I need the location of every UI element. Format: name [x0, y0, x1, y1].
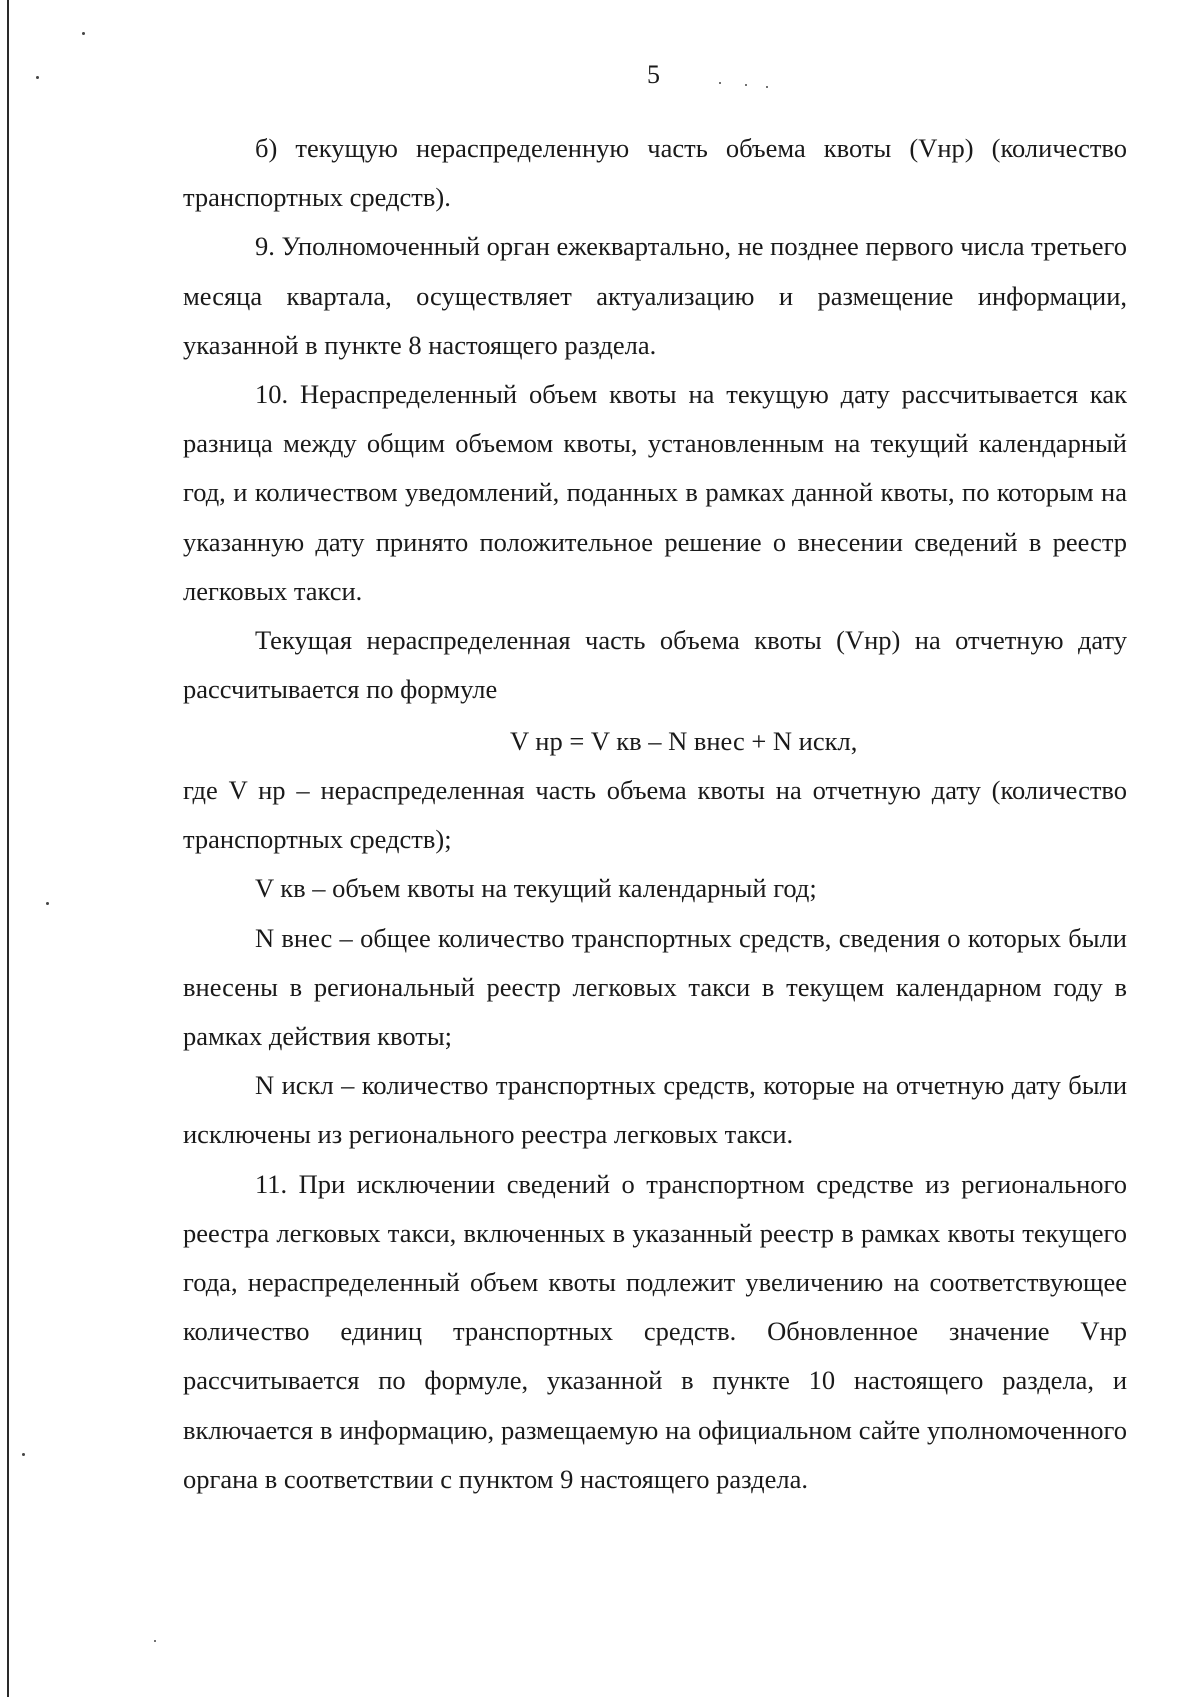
definition-v-kv: V кв – объем квоты на текущий календарный год;	[255, 873, 817, 904]
definition-n-iskl: N искл – количество транспортных средств, которые на отчетную дату были исключены из регионального реестра легковых такси.	[183, 1070, 1127, 1150]
formula-block	[183, 717, 1127, 766]
paragraph-11: 11. При исключении сведений о транспортном средстве из регионального реестра легковых такси, включенных в указанный реестр в рамках квоты текущего года, нераспределенный объем квоты подлежит увеличению на соответствующее количество единиц транспортных средств. Обновленное значение Vнр рассчитывается по формуле, указанной в пункте 10 настоящего раздела, и включается в информацию, размещаемую на официальном сайте уполномоченного органа в соответствии с пунктом 9 настоящего раздела.	[183, 1168, 1127, 1494]
scan-speck	[82, 32, 85, 35]
page-number: 5	[647, 60, 660, 89]
paragraph-current-share: Текущая нераспределенная часть объема квоты (Vнр) на отчетную дату рассчитывается по формуле	[183, 625, 1127, 705]
scan-speck	[766, 86, 768, 88]
text-block-definitions	[183, 766, 1127, 1504]
scan-speck	[719, 82, 721, 84]
scan-speck	[46, 902, 49, 905]
scan-speck	[745, 84, 747, 86]
text-block-main	[183, 124, 1127, 714]
paragraph-9: 9. Уполномоченный орган ежеквартально, не позднее первого числа третьего месяца квартала, осуществляет актуализацию и размещение информации, указанной в пункте 8 настоящего раздела.	[183, 231, 1127, 360]
formula: V нр = V кв – N внес + N искл,	[510, 726, 858, 756]
scan-speck	[154, 1640, 156, 1642]
scan-speck	[36, 76, 39, 79]
definition-v-nr: где V нр – нераспределенная часть объема квоты на отчетную дату (количество транспортных средств);	[183, 775, 1127, 855]
definition-n-vnes: N внес – общее количество транспортных средств, сведения о которых были внесены в региональный реестр легковых такси в текущем календарном году в рамках действия квоты;	[183, 922, 1127, 1052]
paragraph-b: б) текущую нераспределенную часть объема квоты (Vнр) (количество транспортных средств).	[183, 133, 1127, 213]
paragraph-10: 10. Нераспределенный объем квоты на текущую дату рассчитывается как разница между общим объемом квоты, установленным на текущий календарный год, и количеством уведомлений, поданных в рамках данной квоты, по которым на указанную дату принято положительное решение о внесении сведений в реестр легковых такси.	[183, 379, 1127, 606]
page-edge-line	[7, 0, 9, 1697]
scan-speck	[22, 1453, 25, 1456]
